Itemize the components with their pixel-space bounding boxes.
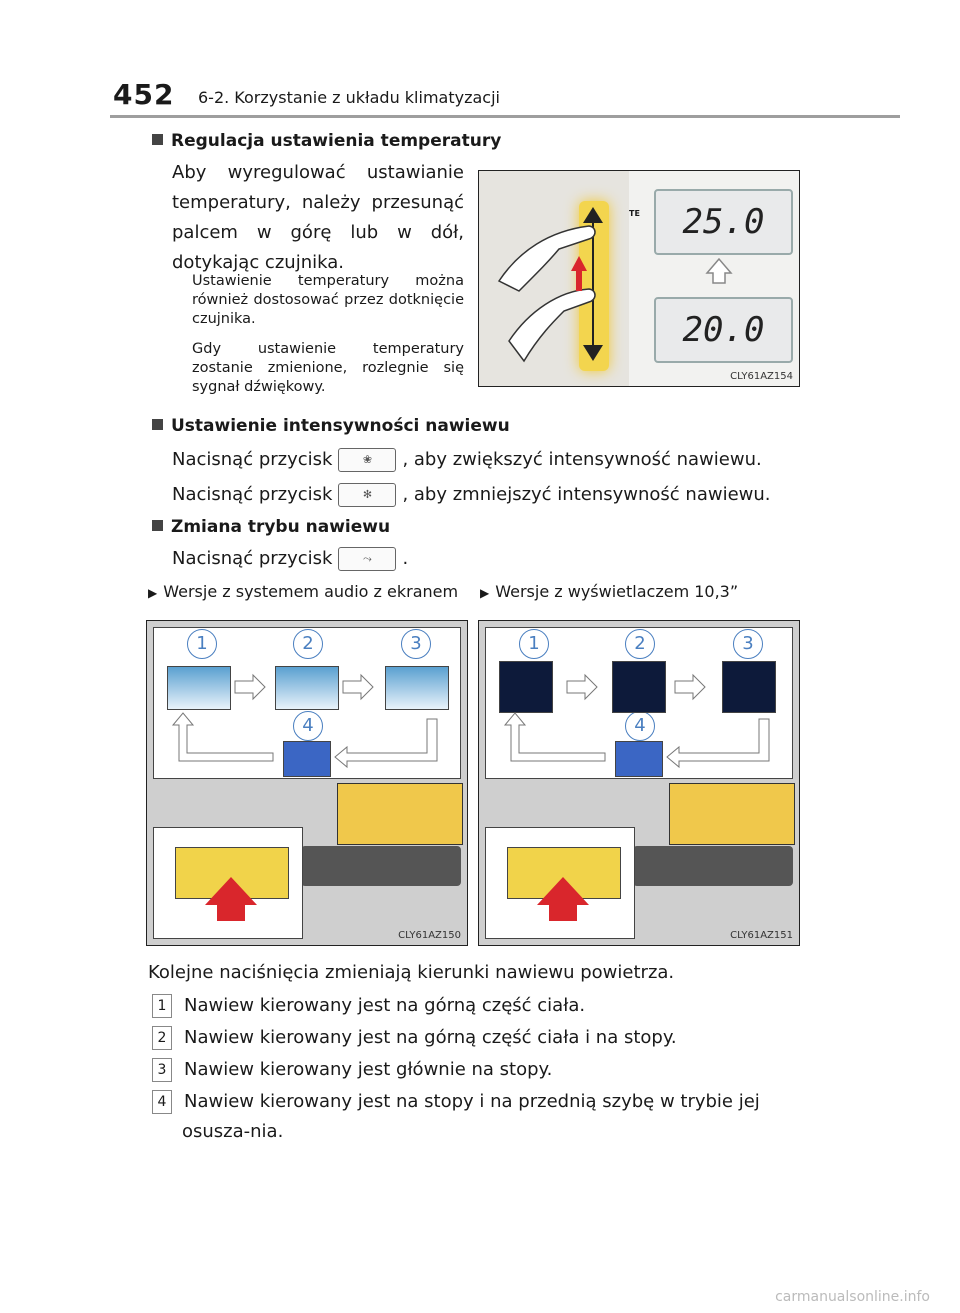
section-heading-text: Regulacja ustawienia temperatury xyxy=(171,131,502,151)
mode-line-prefix: Nacisnąć przycisk xyxy=(172,548,333,569)
step-number-3: 3 xyxy=(733,629,763,659)
section-heading-mode xyxy=(152,517,390,537)
temp-body-text: Aby wyregulować ustawianie temperatury, należy przesunąć palcem w górę lub w dół, dotykając czujnika. xyxy=(172,162,464,273)
hand-lower-icon xyxy=(509,289,595,361)
list-item xyxy=(152,1055,552,1085)
square-bullet-icon xyxy=(152,520,163,531)
step-number-4: 4 xyxy=(625,711,655,741)
list-item-text: Nawiew kierowany jest głównie na stopy. xyxy=(184,1059,553,1080)
step-number-4: 4 xyxy=(293,711,323,741)
fan-up-button-icon: ❀ xyxy=(338,448,396,472)
te-label: TE xyxy=(629,209,640,218)
chevron-up-icon xyxy=(583,207,603,223)
figure-credit: CLY61AZ150 xyxy=(398,930,461,941)
lcd-display-top: 25.0 xyxy=(654,189,793,255)
step-number-3: 3 xyxy=(401,629,431,659)
triangle-bullet-icon: ▶ xyxy=(148,586,158,600)
list-item-number: 1 xyxy=(152,994,172,1018)
step-number-1: 1 xyxy=(519,629,549,659)
red-up-arrow-icon xyxy=(571,256,587,291)
list-item-text: Nawiew kierowany jest na stopy i na przednią szybę w trybie jej osusza-nia. xyxy=(182,1091,760,1142)
list-item-text: Nawiew kierowany jest na górną część ciała. xyxy=(184,995,586,1016)
mode-line-suffix: . xyxy=(402,548,409,569)
step-number-2: 2 xyxy=(293,629,323,659)
red-arrow-graphic xyxy=(147,621,467,945)
list-intro: Kolejne naciśnięcia zmieniają kierunki nawiewu powietrza. xyxy=(148,962,675,983)
list-item xyxy=(152,1023,677,1053)
fan-line-prefix: Nacisnąć przycisk xyxy=(172,484,333,505)
mode-figure-display xyxy=(478,620,800,946)
running-title: 6-2. Korzystanie z układu klimatyzacji xyxy=(198,88,500,107)
temp-note-1: Ustawienie temperatury można również dostosować przez dotknięcie czujnika. xyxy=(192,273,464,327)
list-item-number: 2 xyxy=(152,1026,172,1050)
fan-line-suffix: , aby zwiększyć intensywność nawiewu. xyxy=(402,449,762,470)
temp-note-2: Gdy ustawienie temperatury zostanie zmienione, rozlegnie się sygnał dźwiękowy. xyxy=(192,341,464,395)
chevron-down-icon xyxy=(583,345,603,361)
mode-button-icon: ⤳ xyxy=(338,547,396,571)
page-number: 452 xyxy=(113,78,175,111)
outline-up-arrow-icon xyxy=(707,259,731,283)
step-number-2: 2 xyxy=(625,629,655,659)
list-item-number: 4 xyxy=(152,1090,172,1114)
header-rule xyxy=(110,115,900,118)
list-item-number: 3 xyxy=(152,1058,172,1082)
fan-down-button-icon: ✻ xyxy=(338,483,396,507)
section-heading-temperature xyxy=(152,131,501,151)
fan-line-suffix: , aby zmniejszyć intensywność nawiewu. xyxy=(402,484,771,505)
fan-line-prefix: Nacisnąć przycisk xyxy=(172,449,333,470)
footer-watermark: carmanualsonline.info xyxy=(775,1289,930,1305)
section-heading-fan xyxy=(152,416,510,436)
square-bullet-icon xyxy=(152,134,163,145)
mode-line xyxy=(172,544,408,574)
red-up-arrow-icon xyxy=(205,877,257,921)
variant-label-right xyxy=(480,582,738,601)
figure-credit: CLY61AZ154 xyxy=(730,371,793,382)
triangle-bullet-icon: ▶ xyxy=(480,586,490,600)
fan-line-decrease xyxy=(172,480,771,510)
list-item-text: Nawiew kierowany jest na górną część ciała i na stopy. xyxy=(184,1027,677,1048)
list-item xyxy=(152,991,585,1021)
temperature-figure xyxy=(478,170,800,387)
step-number-1: 1 xyxy=(187,629,217,659)
figure-credit: CLY61AZ151 xyxy=(730,930,793,941)
variant-label-left xyxy=(148,582,458,601)
red-up-arrow-icon xyxy=(537,877,589,921)
lcd-display-bottom: 20.0 xyxy=(654,297,793,363)
variant-label-text: Wersje z systemem audio z ekranem xyxy=(163,582,459,601)
red-arrow-graphic xyxy=(479,621,799,945)
square-bullet-icon xyxy=(152,419,163,430)
list-item xyxy=(152,1087,832,1147)
variant-label-text: Wersje z wyświetlaczem 10,3” xyxy=(495,582,739,601)
section-heading-text: Ustawienie intensywności nawiewu xyxy=(171,416,510,436)
fan-line-increase xyxy=(172,445,762,475)
section-heading-text: Zmiana trybu nawiewu xyxy=(171,517,391,537)
mode-figure-audio xyxy=(146,620,468,946)
